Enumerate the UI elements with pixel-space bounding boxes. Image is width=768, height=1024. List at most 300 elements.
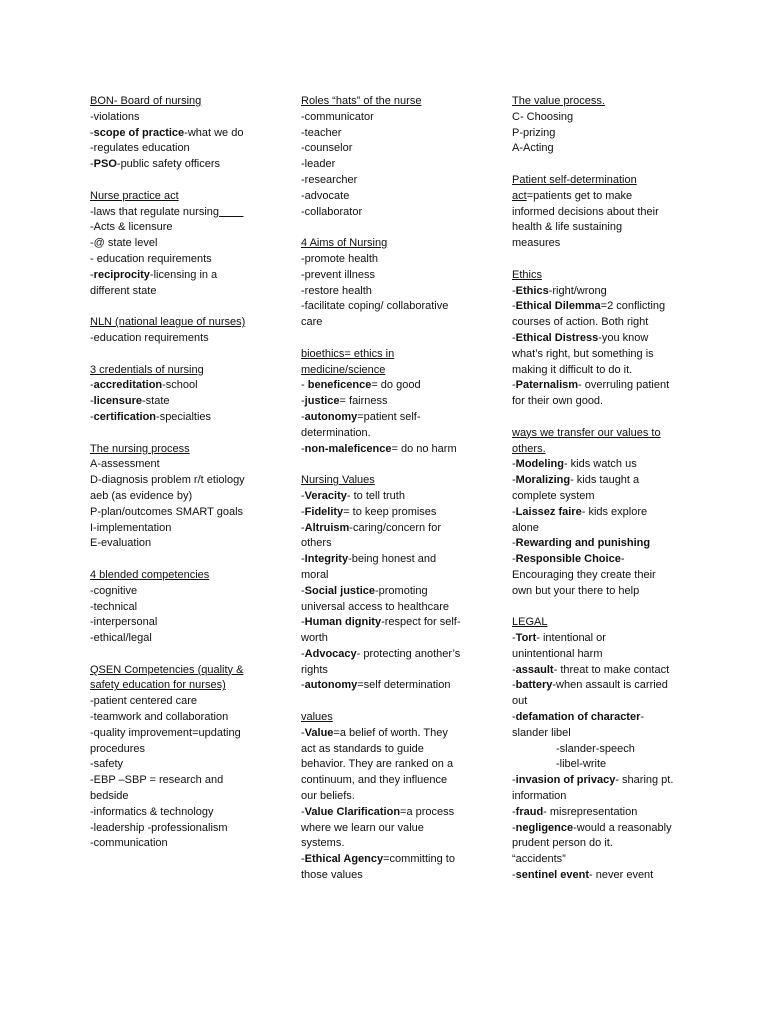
note-line — [512, 821, 708, 837]
bold-term: battery — [515, 679, 553, 692]
note-line — [90, 521, 286, 537]
bold-term: Integrity — [304, 553, 349, 566]
note-line — [512, 299, 708, 315]
note-line — [512, 236, 708, 252]
note-text: D-diagnosis problem r/t etiology — [90, 474, 245, 487]
note-line — [90, 726, 286, 742]
blank-line — [512, 600, 708, 616]
note-text: QSEN Competencies (quality & — [90, 663, 244, 676]
note-text: ways we transfer our values to — [512, 426, 661, 439]
note-line — [90, 631, 286, 647]
note-text: - — [301, 442, 305, 455]
note-line — [512, 868, 708, 884]
note-text: our beliefs. — [301, 790, 355, 803]
note-text: - — [301, 410, 305, 423]
section-heading — [90, 363, 286, 379]
bold-term: PSO — [93, 158, 117, 171]
note-text: - — [301, 853, 305, 866]
note-text: - — [640, 711, 645, 724]
note-text: -state — [141, 395, 170, 408]
note-text: -respect for self- — [381, 616, 461, 629]
blank-line — [301, 331, 497, 347]
section-heading — [301, 710, 497, 726]
note-line — [301, 536, 497, 552]
note-line — [301, 189, 497, 205]
note-line — [301, 600, 497, 616]
section-heading — [301, 347, 497, 363]
note-line — [301, 378, 497, 394]
note-text: those values — [301, 869, 363, 882]
note-text: - — [301, 505, 305, 518]
note-text: determination. — [301, 426, 371, 439]
note-text: others — [301, 537, 332, 550]
note-text: -you know — [598, 331, 649, 344]
note-text: - — [512, 379, 516, 392]
note-line — [90, 220, 286, 236]
note-text: Ethics — [512, 268, 542, 281]
note-text: The value process. — [512, 95, 605, 107]
note-text: A-assessment — [90, 458, 160, 471]
notes-column-middle — [301, 94, 497, 884]
note-text: own but your there to help — [512, 584, 640, 597]
note-text: =2 conflicting — [600, 300, 666, 313]
note-text: - — [512, 553, 516, 566]
note-text: - — [301, 489, 305, 502]
bold-term: Veracity — [304, 489, 347, 502]
bold-term: Human dignity — [304, 616, 382, 629]
note-line — [301, 773, 497, 789]
indented-note-line — [512, 757, 708, 773]
note-line — [90, 836, 286, 852]
note-text: medicine/science — [301, 363, 386, 376]
note-text: - — [301, 616, 305, 629]
note-text: making it difficult to do it. — [512, 363, 633, 376]
note-text: -regulates education — [90, 142, 190, 155]
bold-term: Tort — [515, 632, 537, 645]
bold-term: Fidelity — [304, 505, 344, 518]
note-line — [512, 663, 708, 679]
note-text: The nursing process — [90, 442, 190, 455]
note-text: -when assault is carried — [552, 679, 668, 692]
bold-term: certification — [93, 410, 157, 423]
note-text: 3 credentials of nursing — [90, 363, 204, 376]
note-text: -licensing in a — [149, 268, 218, 281]
note-text: - — [512, 284, 516, 297]
section-heading — [90, 678, 286, 694]
note-line — [90, 821, 286, 837]
note-text: -libel-write — [556, 758, 607, 771]
section-heading — [512, 442, 708, 458]
note-line — [512, 489, 708, 505]
note-text: informed decisions about their — [512, 205, 659, 218]
note-text: Roles “hats” of the nurse — [301, 95, 422, 107]
note-line — [301, 521, 497, 537]
note-line — [301, 631, 497, 647]
note-line — [90, 584, 286, 600]
note-line — [90, 615, 286, 631]
note-line — [301, 141, 497, 157]
note-text: -education requirements — [90, 331, 209, 344]
note-line — [512, 505, 708, 521]
blank-line — [512, 410, 708, 426]
note-text: safety education for nurses) — [90, 679, 226, 692]
note-line — [90, 710, 286, 726]
note-text: -quality improvement=updating — [90, 726, 241, 739]
note-text: - — [90, 268, 94, 281]
note-text: - — [301, 584, 305, 597]
section-heading — [301, 236, 497, 252]
note-text: act — [512, 189, 527, 202]
note-text: -would a reasonably — [573, 821, 672, 834]
note-text: -violations — [90, 110, 140, 123]
bold-term: Responsible Choice — [515, 553, 621, 566]
note-text: - protecting another’s — [356, 647, 461, 660]
note-line — [301, 742, 497, 758]
bold-term: scope of practice — [93, 126, 185, 139]
bold-term: Modeling — [515, 458, 564, 471]
note-line — [512, 205, 708, 221]
note-line — [512, 473, 708, 489]
note-text: -what we do — [184, 126, 244, 139]
note-text: - — [512, 300, 516, 313]
note-text: = do no harm — [391, 442, 457, 455]
note-text: = fairness — [339, 395, 388, 408]
note-text: - — [620, 553, 625, 566]
bold-term: Advocacy — [304, 647, 357, 660]
blank-line — [301, 220, 497, 236]
note-text: =patients get to make — [526, 189, 633, 202]
section-heading — [512, 268, 708, 284]
note-line — [90, 236, 286, 252]
bold-term: autonomy — [304, 679, 358, 692]
note-text: - — [512, 774, 516, 787]
note-text: -specialties — [156, 410, 212, 423]
note-line — [301, 442, 497, 458]
note-line — [512, 852, 708, 868]
note-text: - — [90, 126, 94, 139]
blank-line — [90, 299, 286, 315]
note-text: - — [512, 331, 516, 344]
note-line — [301, 615, 497, 631]
note-line — [90, 536, 286, 552]
bold-term: invasion of privacy — [515, 774, 616, 787]
bold-term: Altruism — [304, 521, 350, 534]
note-text: - — [301, 379, 308, 392]
note-line — [90, 773, 286, 789]
note-text: aeb (as evidence by) — [90, 489, 193, 502]
note-text: -teacher — [301, 126, 342, 139]
note-text: others. — [512, 442, 546, 455]
note-text: =a belief of worth. They — [333, 726, 448, 739]
note-line — [512, 568, 708, 584]
note-text: -slander-speech — [556, 742, 635, 755]
note-text: P-plan/outcomes SMART goals — [90, 505, 244, 518]
section-heading — [90, 94, 286, 110]
note-text: -communicator — [301, 110, 374, 123]
note-text: -ethical/legal — [90, 632, 152, 645]
note-line — [90, 110, 286, 126]
note-line — [90, 694, 286, 710]
note-text: rights — [301, 663, 328, 676]
note-text: - overruling patient — [578, 379, 670, 392]
note-text: -Acts & licensure — [90, 221, 173, 234]
blank-line — [90, 347, 286, 363]
note-text: where we learn our value — [301, 821, 424, 834]
note-line — [90, 252, 286, 268]
bold-term: non-maleficence — [304, 442, 392, 455]
note-line — [512, 710, 708, 726]
note-text: behavior. They are ranked on a — [301, 758, 454, 771]
bold-term: Value — [304, 726, 334, 739]
note-line — [90, 268, 286, 284]
note-line — [301, 284, 497, 300]
note-text: - threat to make contact — [553, 663, 670, 676]
note-line — [90, 757, 286, 773]
note-text: LEGAL — [512, 616, 548, 629]
note-text: - — [301, 395, 305, 408]
section-heading — [301, 363, 497, 379]
note-text: - — [512, 474, 516, 487]
note-text: health & life sustaining — [512, 221, 623, 234]
note-text: - — [512, 505, 516, 518]
note-text: - intentional or — [536, 632, 606, 645]
note-line — [90, 141, 286, 157]
note-text: - — [512, 711, 516, 724]
note-line — [301, 110, 497, 126]
blank-line — [90, 647, 286, 663]
bold-term: Ethics — [515, 284, 549, 297]
note-text: -technical — [90, 600, 138, 613]
note-text: A-Acting — [512, 142, 554, 155]
note-text: E-evaluation — [90, 537, 152, 550]
note-line — [301, 726, 497, 742]
note-text: for their own good. — [512, 395, 604, 408]
note-text: information — [512, 790, 567, 803]
note-line — [512, 363, 708, 379]
blank-line — [90, 552, 286, 568]
note-text: -public safety officers — [116, 158, 221, 171]
note-text: -EBP –SBP = research and — [90, 774, 224, 787]
section-heading — [301, 473, 497, 489]
note-text: 4 blended competencies — [90, 568, 210, 581]
notes-column-right — [512, 94, 708, 884]
note-line — [301, 173, 497, 189]
note-text: - — [301, 521, 305, 534]
bold-term: beneficence — [307, 379, 372, 392]
note-line — [90, 331, 286, 347]
section-heading — [512, 426, 708, 442]
note-line — [512, 378, 708, 394]
note-text: moral — [301, 568, 329, 581]
note-line — [301, 868, 497, 884]
note-text: - kids watch us — [563, 458, 637, 471]
note-line — [512, 284, 708, 300]
note-line — [512, 836, 708, 852]
note-text: =self determination — [357, 679, 451, 692]
note-text: -caring/concern for — [349, 521, 442, 534]
note-line — [512, 647, 708, 663]
note-text: I-implementation — [90, 521, 172, 534]
note-text: -interpersonal — [90, 616, 158, 629]
note-line — [301, 821, 497, 837]
note-text: = do good — [371, 379, 421, 392]
note-line — [301, 157, 497, 173]
note-line — [301, 394, 497, 410]
note-text: -@ state level — [90, 237, 158, 250]
note-line — [512, 789, 708, 805]
bold-term: Laissez faire — [515, 505, 582, 518]
note-line — [512, 694, 708, 710]
note-text: systems. — [301, 837, 345, 850]
note-text: -right/wrong — [548, 284, 607, 297]
note-text: C- Choosing — [512, 110, 574, 123]
bold-term: Paternalism — [515, 379, 579, 392]
note-text: -counselor — [301, 142, 353, 155]
bold-term: fraud — [515, 805, 544, 818]
note-text: worth — [301, 632, 328, 645]
note-line — [301, 789, 497, 805]
note-line — [90, 378, 286, 394]
note-text: complete system — [512, 489, 595, 502]
note-line — [301, 489, 497, 505]
note-text: bedside — [90, 790, 129, 803]
section-heading — [90, 663, 286, 679]
note-line — [512, 678, 708, 694]
notes-column-left — [90, 94, 286, 852]
note-text: - — [512, 679, 516, 692]
note-text: =a process — [400, 805, 455, 818]
note-line — [301, 757, 497, 773]
note-text: -informatics & technology — [90, 805, 214, 818]
note-line — [512, 394, 708, 410]
note-line — [301, 836, 497, 852]
section-heading — [90, 442, 286, 458]
note-text — [219, 206, 243, 218]
note-text: -leader — [301, 158, 336, 171]
blank-line — [301, 457, 497, 473]
note-text: - — [512, 805, 516, 818]
note-line — [512, 552, 708, 568]
note-text: =patient self- — [357, 410, 421, 423]
note-text: bioethics= ethics in — [301, 347, 395, 360]
note-text: slander libel — [512, 726, 571, 739]
note-line — [301, 126, 497, 142]
note-line — [512, 331, 708, 347]
note-line — [90, 205, 286, 221]
note-text: -leadership -professionalism — [90, 821, 228, 834]
note-text: continuum, and they influence — [301, 774, 448, 787]
note-line — [301, 647, 497, 663]
section-heading — [512, 615, 708, 631]
note-text: - kids taught a — [570, 474, 640, 487]
note-text: what’s right, but something is — [512, 347, 654, 360]
note-line — [90, 394, 286, 410]
note-line — [301, 315, 497, 331]
note-line — [90, 473, 286, 489]
blank-line — [512, 252, 708, 268]
note-text: procedures — [90, 742, 146, 755]
note-line — [512, 521, 708, 537]
bold-term: negligence — [515, 821, 574, 834]
indented-note-line — [512, 742, 708, 758]
note-text: - — [512, 632, 516, 645]
bold-term: defamation of character — [515, 711, 641, 724]
note-line — [512, 110, 708, 126]
note-text: - — [512, 458, 516, 471]
note-line — [301, 299, 497, 315]
note-line — [512, 457, 708, 473]
note-line — [90, 505, 286, 521]
note-text: NLN (national league of nurses) — [90, 316, 246, 329]
note-text: prudent person do it. — [512, 837, 613, 850]
blank-line — [90, 173, 286, 189]
note-line — [301, 805, 497, 821]
note-text: - never event — [589, 869, 654, 882]
note-text: -communication — [90, 837, 168, 850]
note-text: Patient self-determination — [512, 173, 637, 186]
note-text: - — [90, 395, 94, 408]
note-line — [512, 773, 708, 789]
note-line — [90, 742, 286, 758]
blank-line — [512, 157, 708, 173]
note-text: -facilitate coping/ collaborative — [301, 300, 449, 313]
note-line — [512, 805, 708, 821]
note-text: - — [301, 726, 305, 739]
note-text: -school — [162, 379, 198, 392]
note-text: - to tell truth — [346, 489, 405, 502]
bold-term: accreditation — [93, 379, 163, 392]
bold-term: Moralizing — [515, 474, 571, 487]
note-line — [301, 584, 497, 600]
note-line — [512, 315, 708, 331]
section-heading — [301, 94, 497, 110]
note-text: - sharing pt. — [615, 774, 674, 787]
note-text: - — [90, 410, 94, 423]
note-line — [512, 189, 708, 205]
note-text: - — [301, 647, 305, 660]
note-text: - — [301, 553, 305, 566]
note-line — [512, 726, 708, 742]
note-text: -advocate — [301, 189, 350, 202]
note-text: -being honest and — [348, 553, 437, 566]
section-heading — [90, 568, 286, 584]
note-text: - — [512, 663, 516, 676]
note-text: measures — [512, 237, 561, 250]
note-line — [301, 268, 497, 284]
note-text: - — [512, 537, 516, 550]
note-line — [512, 584, 708, 600]
note-line — [512, 126, 708, 142]
note-line — [90, 410, 286, 426]
note-text: Nurse practice act — [90, 189, 179, 202]
note-line — [301, 552, 497, 568]
note-line — [90, 157, 286, 173]
bold-term: justice — [304, 395, 340, 408]
section-heading — [512, 94, 708, 110]
bold-term: licensure — [93, 395, 142, 408]
note-text: - — [512, 869, 516, 882]
note-text: out — [512, 695, 528, 708]
note-line — [90, 805, 286, 821]
note-text: values — [301, 711, 333, 724]
blank-line — [90, 426, 286, 442]
note-line — [301, 410, 497, 426]
bold-term: Ethical Dilemma — [515, 300, 601, 313]
note-text: Nursing Values — [301, 474, 375, 487]
note-text: -promote health — [301, 252, 379, 265]
note-line — [512, 220, 708, 236]
note-line — [512, 347, 708, 363]
